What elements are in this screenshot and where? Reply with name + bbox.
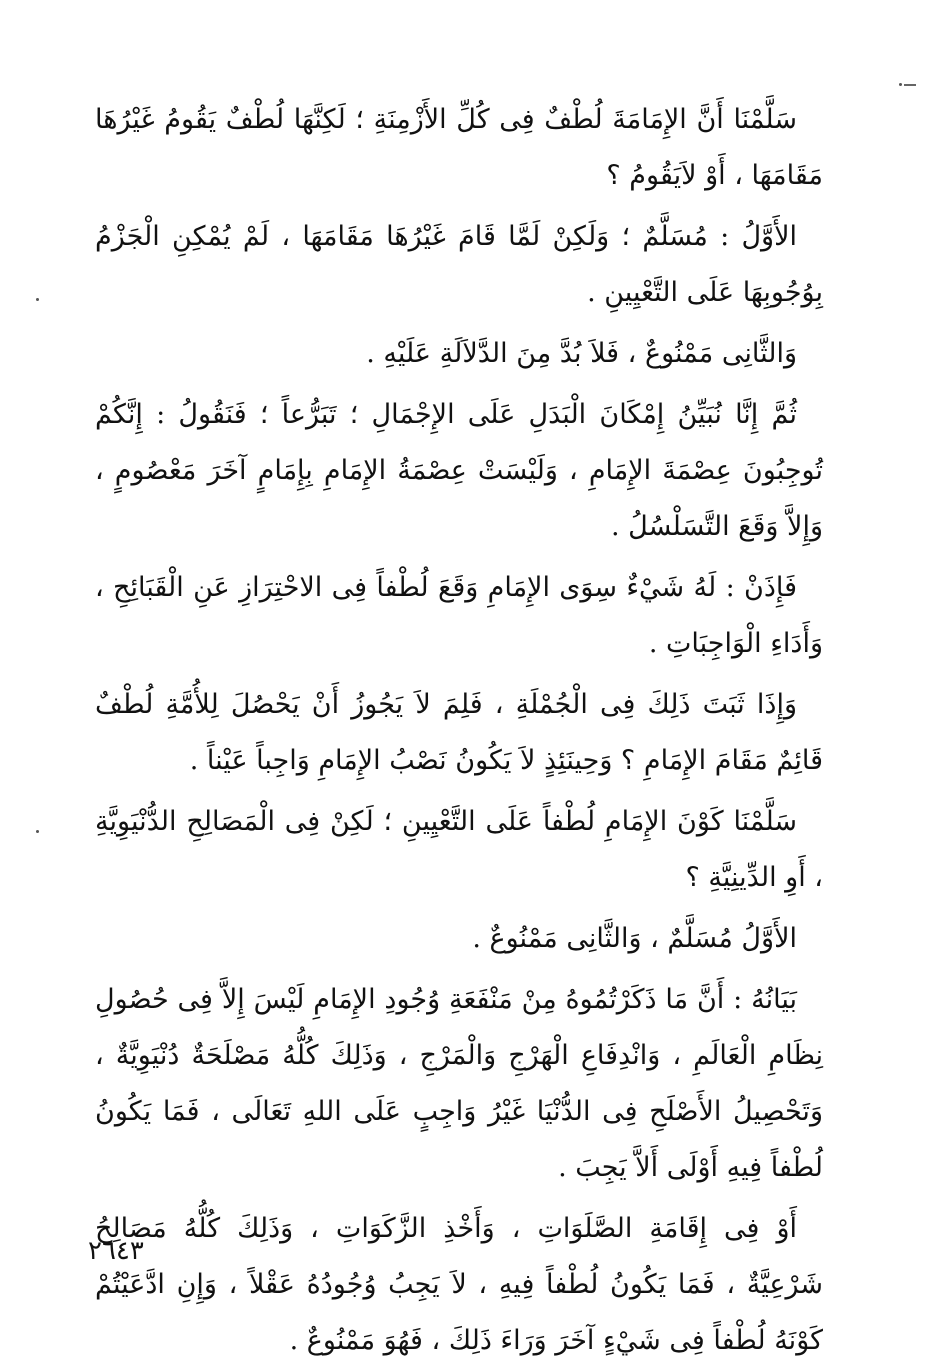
scan-mark	[904, 84, 916, 86]
paragraph: سَلَّمْنَا أَنَّ الإِمَامَةَ لُطْفٌ فِى كُلِّ الأَزْمِنَةِ ؛ لَكِنَّهَا لُطْفٌ يَقُومُ غَيْرُهَا مَقَامَهَا ، أَوْ لاَيَقُومُ ؟	[95, 104, 823, 191]
paragraph: وَالثَّانِى مَمْنُوعٌ ، فَلاَ بُدَّ مِنَ الدَّلاَلَةِ عَلَيْهِ .	[366, 338, 797, 369]
scan-speck	[36, 830, 39, 833]
paragraph: أَوْ فِى إِقَامَةِ الصَّلَوَاتِ ، وَأَخْذِ الزَّكَوَاتِ ، وَذَلِكَ كُلُّهُ مَصَالِحُ شَرْعِيَّةٌ ، فَمَا يَكُونُ لُطْفاً فِيهِ ، لاَ يَجِبُ وُجُودُهُ عَقْلاً ، وَإِنِ ادَّعَيْتُمْ كَوْنَهُ لُطْفاً فِى شَيْءٍ آخَرَ وَرَاءَ ذَلِكَ ، فَهُوَ مَمْنُوعٌ .	[95, 1213, 823, 1356]
paragraph: الأَوَّلُ مُسَلَّمٌ ، وَالثَّانِى مَمْنُوعٌ .	[472, 923, 797, 954]
paragraph: فَإِذَنْ : لَهُ شَيْءٌ سِوَى الإِمَامِ وَقَعَ لُطْفاً فِى الاحْتِرَازِ عَنِ الْقَبَائِحِ ، وَأَدَاءِ الْوَاجِبَاتِ .	[95, 572, 823, 659]
paragraph: سَلَّمْنَا كَوْنَ الإِمَامِ لُطْفاً عَلَى التَّعْيِينِ ؛ لَكِنْ فِى الْمَصَالِحِ الدُّنْيَوِيَّةِ ، أَوِ الدِّينِيَّةِ ؟	[95, 806, 823, 893]
paragraph: بَيَانُهُ : أَنَّ مَا ذَكَرْتُمُوهُ مِنْ مَنْفَعَةِ وُجُودِ الإِمَامِ لَيْسَ إِلاَّ فِى حُصُولِ نِظَامِ الْعَالَمِ ، وَانْدِفَاعِ الْهَرْجِ وَالْمَرْجِ ، وَذَلِكَ كُلُّهُ مَصْلَحَةٌ دُنْيَوِيَّةٌ ، وَتَحْصِيلُ الأَصْلَحِ فِى الدُّنْيَا غَيْرُ وَاجِبٍ عَلَى اللهِ تَعَالَى ، فَمَا يَكُونُ لُطْفاً فِيهِ أَوْلَى أَلاَّ يَجِبَ .	[95, 984, 823, 1183]
paragraph: الأَوَّلُ : مُسَلَّمٌ ؛ وَلَكِنْ لَمَّا قَامَ غَيْرُهَا مَقَامَهَا ، لَمْ يُمْكِنِ الْجَزْمُ بِوُجُوبِهَا عَلَى التَّعْيِينِ .	[95, 221, 823, 308]
paragraph: وَإِذَا ثَبَتَ ذَلِكَ فِى الْجُمْلَةِ ، فَلِمَ لاَ يَجُوزُ أَنْ يَحْصُلَ لِلأُمَّةِ لُطْفٌ قَائِمٌ مَقَامَ الإِمَامِ ؟ وَحِينَئِذٍ لاَ يَكُونُ نَصْبُ الإِمَامِ وَاجِباً عَيْناً .	[95, 689, 823, 776]
scan-speck	[899, 83, 902, 86]
page-number: ٢٦٤٣	[88, 1236, 144, 1266]
scan-speck	[36, 298, 39, 301]
paragraph: ثُمَّ إِنَّا نُبَيِّنُ إِمْكَانَ الْبَدَلِ عَلَى الإِجْمَالِ ؛ تَبَرُّعاً ؛ فَنَقُولُ : إِنَّكُمْ تُوجِبُونَ عِصْمَةَ الإِمَامِ ، وَلَيْسَتْ عِصْمَةُ الإِمَامِ بِإِمَامٍ آخَرَ مَعْصُومٍ ، وَإِلاَّ وَقَعَ التَّسَلْسُلُ .	[95, 399, 823, 542]
body-text	[95, 92, 823, 1369]
